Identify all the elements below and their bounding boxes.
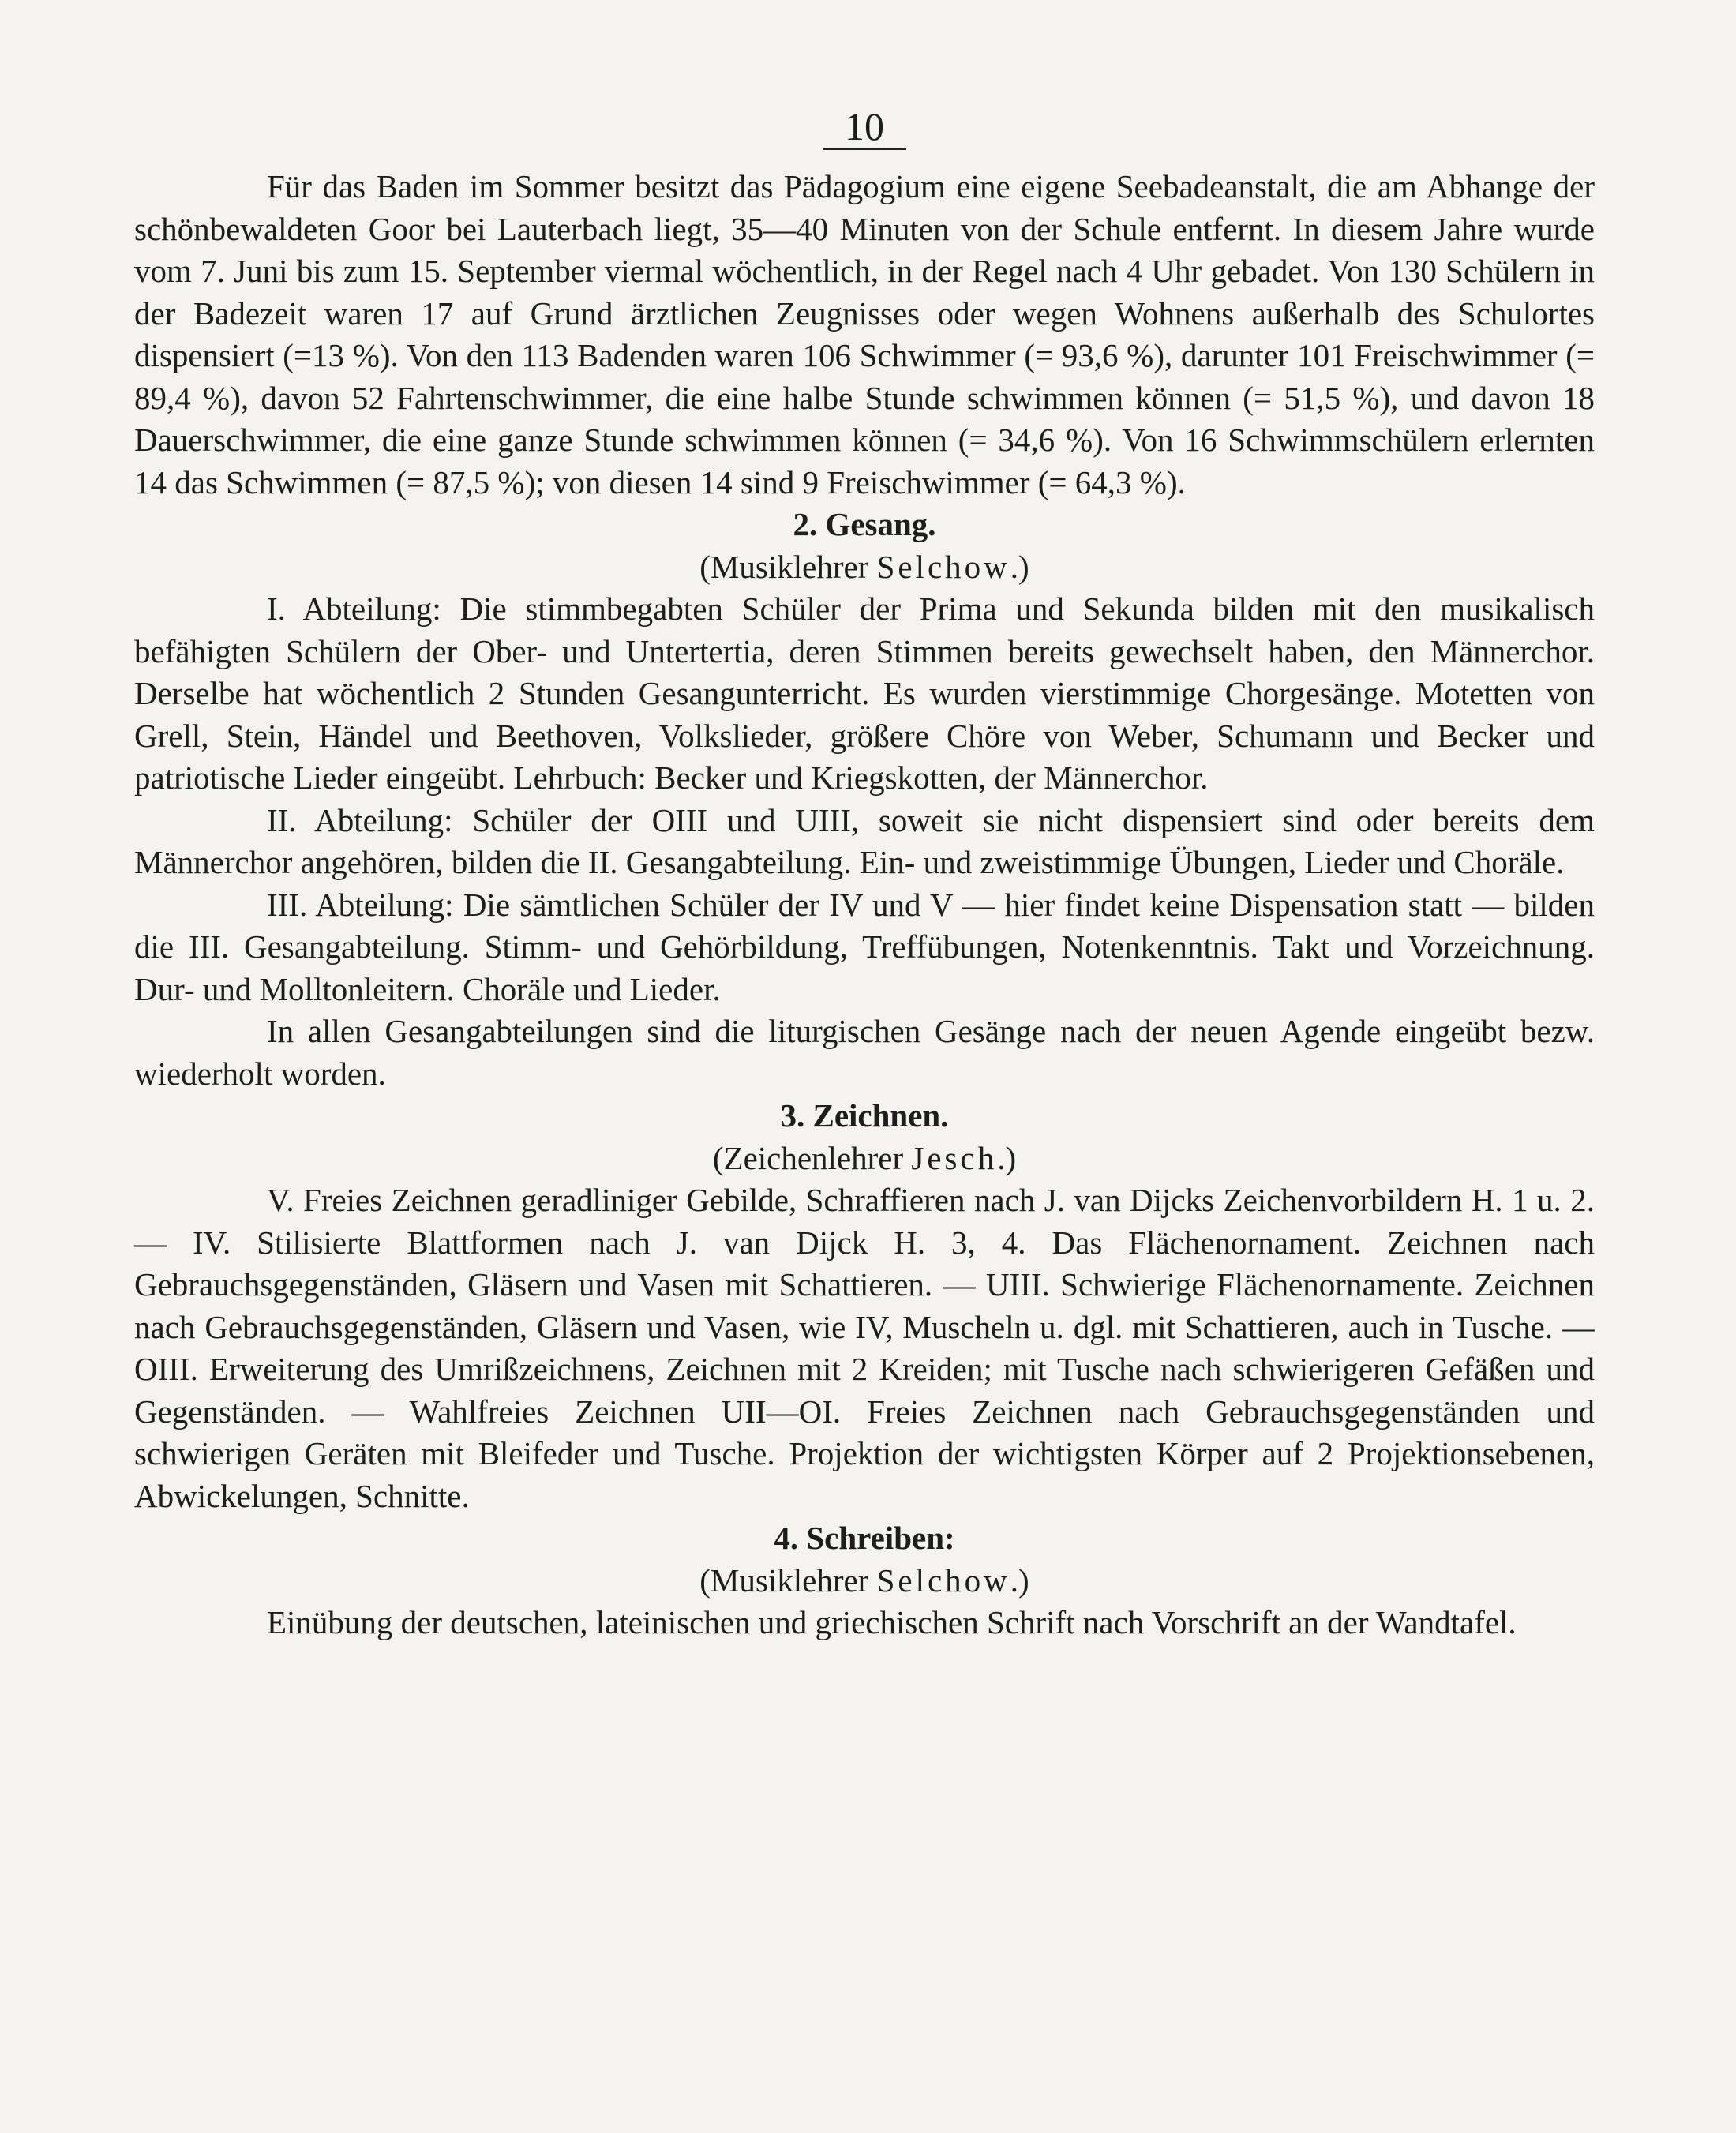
document-page bbox=[134, 103, 1595, 1644]
section-heading-gesang: 2. Gesang. bbox=[793, 506, 936, 542]
paragraph-abteilung-1: I. Abteilung: Die stimmbegabten Schüler der Prima und Sekunda bilden mit den musikalisch befähigten Schülern der Ober- und Untertertia, deren Stimmen bereits gewechselt haben, den Männerchor. Derselbe hat wöchentlich 2 Stunden Gesangunterricht. Es wurden vierstimmige Chorgesänge. Motetten von Grell, Stein, Händel und Beethoven, Volkslieder, größere Chöre von Weber, Schumann und Becker und patriotische Lieder eingeübt. Lehrbuch: Becker und Kriegskotten, der Männerchor. bbox=[134, 590, 1595, 796]
teacher-name: Selchow bbox=[876, 548, 1010, 585]
teacher-line-schreiben: (Musiklehrer Selchow.) bbox=[699, 1561, 1029, 1599]
paragraph-gesang-allgemein: In allen Gesangabteilungen sind die liturgischen Gesänge nach der neuen Agende eingeübt bezw. wiederholt worden. bbox=[134, 1013, 1595, 1092]
section-heading-zeichnen: 3. Zeichnen. bbox=[780, 1097, 949, 1134]
teacher-name: Selchow bbox=[876, 1561, 1010, 1599]
teacher-line-gesang: (Musiklehrer Selchow.) bbox=[699, 548, 1029, 585]
paragraph-abteilung-2: II. Abteilung: Schüler der OIII und UIII, soweit sie nicht dispensiert sind oder bereits dem Männerchor angehören, bilden die II. Gesangabteilung. Ein- und zweistimmige Übungen, Lieder und Choräle. bbox=[134, 801, 1595, 880]
paragraph-schreiben: Einübung der deutschen, lateinischen und griechischen Schrift nach Vorschrift an der Wandtafel. bbox=[267, 1604, 1517, 1640]
section-heading-schreiben: 4. Schreiben: bbox=[774, 1520, 955, 1556]
page-number: 10 bbox=[134, 103, 1595, 150]
paragraph-abteilung-3: III. Abteilung: Die sämtlichen Schüler der IV und V — hier findet keine Dispensation statt — bilden die III. Gesangabteilung. Stimm- und Gehörbildung, Treffübungen, Notenkenntnis. Takt und Vorzeichnung. Dur- und Molltonleitern. Choräle und Lieder. bbox=[134, 886, 1595, 1007]
intro-paragraph-baden: Für das Baden im Sommer besitzt das Pädagogium eine eigene Seebadeanstalt, die am Abhange der schönbewaldeten Goor bei Lauterbach liegt, 35—40 Minuten von der Schule entfernt. In diesem Jahre wurde vom 7. Juni bis zum 15. September viermal wöchentlich, in der Regel nach 4 Uhr gebadet. Von 130 Schülern in der Badezeit waren 17 auf Grund ärztlichen Zeugnisses oder wegen Wohnens außerhalb des Schulortes dispensiert (=13 %). Von den 113 Badenden waren 106 Schwimmer (= 93,6 %), darunter 101 Freischwimmer (= 89,4 %), davon 52 Fahrtenschwimmer, die eine halbe Stunde schwimmen können (= 51,5 %), und davon 18 Dauerschwimmer, die eine ganze Stunde schwimmen können (= 34,6 %). Von 16 Schwimmschülern erlernten 14 das Schwimmen (= 87,5 %); von diesen 14 sind 9 Freischwimmer (= 64,3 %). bbox=[134, 168, 1595, 500]
teacher-name: Jesch bbox=[911, 1139, 998, 1176]
paragraph-zeichnen: V. Freies Zeichnen geradliniger Gebilde, Schraffieren nach J. van Dijcks Zeichenvorbildern H. 1 u. 2. — IV. Stilisierte Blattformen nach J. van Dijck H. 3, 4. Das Flächenornament. Zeichnen nach Gebrauchsgegenständen, Gläsern und Vasen mit Schattieren. — UIII. Schwierige Flächenornamente. Zeichnen nach Gebrauchsgegenständen, Gläsern und Vasen, wie IV, Muscheln u. dgl. mit Schattieren, auch in Tusche. — OIII. Erweiterung des Umrißzeichnens, Zeichnen mit 2 Kreiden; mit Tusche nach schwierigeren Gefäßen und Gegenständen. — Wahlfreies Zeichnen UII—OI. Freies Zeichnen nach Gebrauchsgegenständen und schwierigen Geräten mit Bleifeder und Tusche. Projektion der wichtigsten Körper auf 2 Projektionsebenen, Abwickelungen, Schnitte. bbox=[134, 1182, 1595, 1514]
teacher-line-zeichnen: (Zeichenlehrer Jesch.) bbox=[712, 1139, 1017, 1176]
